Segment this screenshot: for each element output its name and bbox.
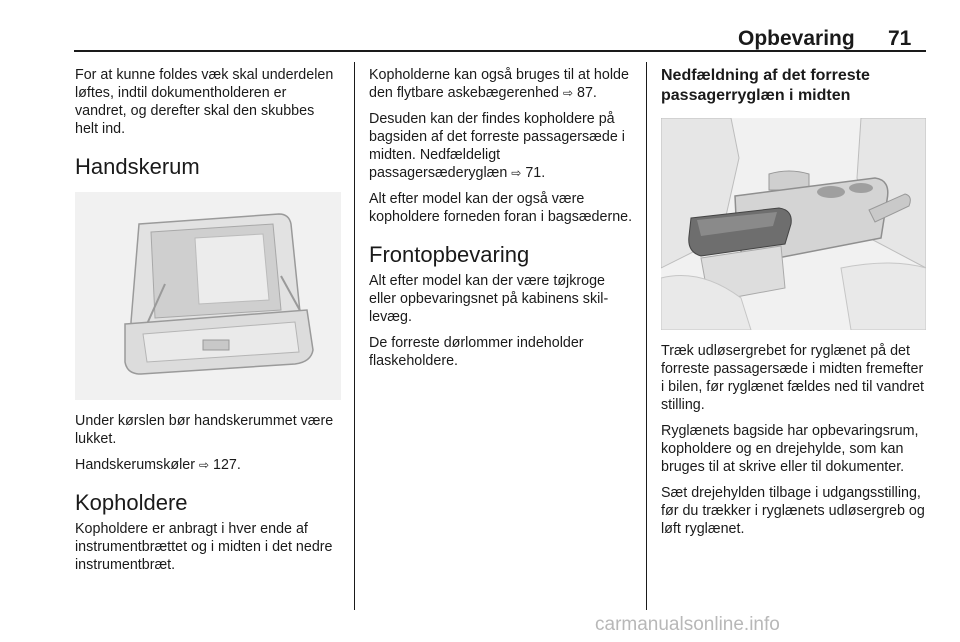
paragraph-return-shelf: Sæt drejehylden tilbage i udgangsstilling, før du trækker i ryglænets udløsergreb og løft ryglænet. — [661, 485, 925, 537]
column-divider-left — [354, 62, 355, 610]
paragraph-cooler — [75, 456, 341, 474]
cooler-text: Handskerumskøler — [75, 457, 195, 473]
paragraph-rear-seat-cupholders: Alt efter model kan der også være kopholdere forneden foran i bagsæderne. — [369, 191, 633, 225]
column-2 — [369, 66, 635, 378]
paragraph-door-pockets: De forreste dørlommer indeholder flaskeholdere. — [369, 335, 584, 369]
glovebox-drawing — [75, 192, 341, 400]
page-ref-arrow-icon: ⇨ — [562, 86, 574, 100]
section-heading-seatback: Nedfældning af det forreste passagerryglæn i midten — [661, 67, 870, 104]
cooler-page-ref: 127. — [213, 457, 241, 473]
page-title: Opbevaring — [738, 27, 855, 50]
glovebox-illustration — [75, 192, 341, 400]
paragraph-kopholdere: Kopholdere er anbragt i hver ende af instrumentbrættet og i midten i det nedre instrumentbræt. — [75, 521, 333, 573]
column-1 — [75, 66, 341, 582]
column-divider-right — [646, 62, 647, 610]
intro-paragraph: For at kunne foldes væk skal underdelen løftes, indtil dokumentholderen er vandret, og derefter skal den skubbes helt ind. — [75, 67, 334, 137]
section-heading-frontopbevaring: Frontopbevaring — [369, 242, 530, 267]
ashtray-page-ref: 87. — [577, 85, 597, 101]
watermark: carmanualsonline.info — [595, 614, 780, 635]
section-heading-handskerum: Handskerum — [75, 154, 200, 179]
paragraph-release-lever: Træk udløsergrebet for ryglænet på det forreste passagersæde i midten fremefter i bilen, før ryglænet fældes ned til vandret stilling. — [661, 343, 925, 413]
paragraph-ashtray — [369, 66, 635, 102]
rear-cupholders-text: Desuden kan der findes kopholdere på bagsiden af det forreste passagersæde i midten. Nedfældeligt passagersæderyglæn — [369, 111, 625, 181]
header-rule — [74, 50, 926, 52]
paragraph-driving: Under kørslen bør handskerummet være lukket. — [75, 413, 334, 447]
paragraph-hooks: Alt efter model kan der være tøjkroge eller opbevaringsnet på kabinens skillevæg. — [369, 273, 609, 325]
rear-cupholders-page-ref: 71. — [525, 165, 546, 181]
seatback-illustration — [661, 118, 926, 330]
seatback-drawing — [661, 118, 926, 330]
ashtray-text: Kopholderne kan også bruges til at holde den flytbare askebægerenhed — [369, 67, 629, 101]
paragraph-storage: Ryglænets bagside har opbevaringsrum, kopholdere og en drejehylde, som kan bruges til at skrive eller til dokumenter. — [661, 423, 919, 475]
page-ref-arrow-icon: ⇨ — [511, 166, 522, 180]
paragraph-rear-cupholders — [369, 110, 635, 182]
page-ref-arrow-icon: ⇨ — [198, 458, 210, 472]
column-3 — [661, 66, 929, 546]
section-heading-kopholdere: Kopholdere — [75, 490, 188, 515]
page-number: 71 — [888, 27, 912, 50]
